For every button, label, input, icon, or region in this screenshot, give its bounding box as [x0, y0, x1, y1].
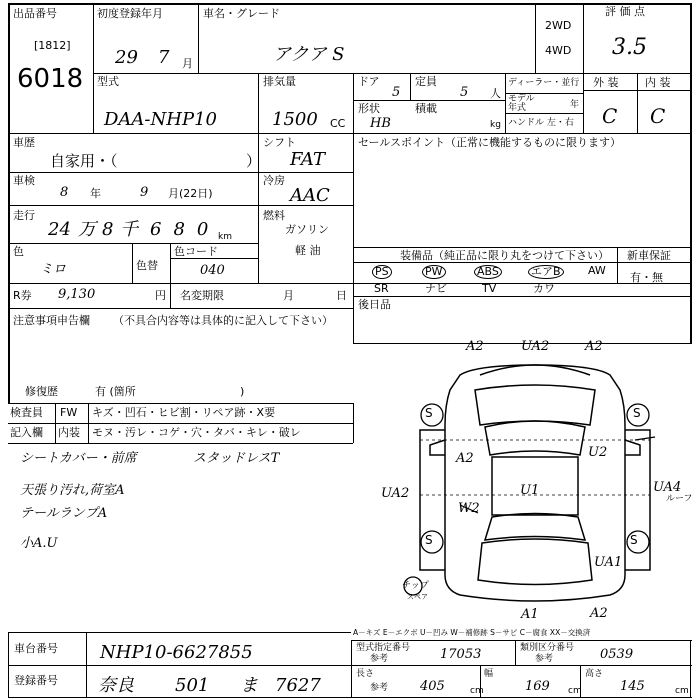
color-code-value: 040 [200, 263, 225, 278]
equip-ps: PS [372, 265, 392, 279]
mileage-sen-unit: 千 [120, 219, 138, 240]
chassis-label: 車台番号 [14, 642, 58, 655]
inspector-fw: FW [60, 406, 78, 419]
sales-point-label: セールスポイント（正常に機能するものに限ります） [358, 136, 622, 149]
later-docs-label: 後日品 [358, 298, 391, 311]
equip-navi: ナビ [425, 282, 447, 295]
height-unit: cm [675, 686, 689, 696]
int-label: 内 装 [645, 76, 671, 89]
capacity-value: 5 [460, 85, 469, 100]
lot-label: 出品番号 [13, 7, 57, 20]
drive-4wd: 4WD [545, 44, 572, 57]
model-year-label2: 年式 [508, 103, 527, 113]
int-grade: C [650, 104, 666, 128]
note-line-3: テールランプA [20, 506, 108, 521]
equip-aw: AW [588, 264, 606, 277]
fuel-gasoline: ガソリン [285, 223, 329, 236]
inspection-year-unit: 年 [90, 187, 101, 200]
ext-grade: C [602, 104, 618, 128]
inspector-int: 内装 [58, 426, 80, 439]
mileage-man: 24 [48, 219, 71, 240]
repair-value: 有 (箇所 [95, 385, 136, 398]
car-name-label: 車名・グレード [203, 7, 280, 20]
damage-bottom-right: A2 [590, 606, 608, 621]
shape-value: HB [370, 116, 391, 131]
warranty-label: 新車保証 [627, 249, 671, 262]
plate-label: 登録番号 [14, 674, 58, 687]
inspector-label1: 検査員 [10, 406, 43, 419]
ext-label: 外 装 [593, 76, 619, 89]
notes-sub: （不具合内容等は具体的に記入して下さい） [113, 314, 333, 327]
first-reg-label: 初度登録年月 [97, 7, 163, 20]
name-change-unit2: 日 [336, 289, 347, 302]
plate-kana: ま [240, 675, 258, 696]
mileage-unit: km [218, 232, 232, 242]
grade-label: 評 価 点 [605, 5, 645, 18]
aircon-value: AAC [290, 185, 330, 206]
inspection-label: 車検 [13, 174, 35, 187]
repaint-label: 色替 [136, 259, 158, 272]
recycle-value: 9,130 [58, 287, 96, 302]
handle-label: ハンドル 左・右 [508, 118, 574, 128]
warranty-value: 有・無 [630, 271, 663, 284]
recycle-label: R券 [13, 289, 32, 302]
grade-value: 3.5 [612, 35, 647, 60]
spec-code-value: 17053 [440, 647, 482, 662]
spare-mark: チップ [402, 581, 429, 591]
dealer-label-text: ディーラー・並行 [508, 78, 580, 88]
note-line-1: シートカバー・前席 [20, 451, 137, 466]
name-change-label: 名変期限 [180, 289, 224, 302]
load-label: 積載 [415, 102, 437, 115]
color-label: 色 [13, 245, 24, 258]
inspection-month-unit: 月(22日) [168, 187, 213, 200]
history-close: ） [246, 152, 262, 170]
capacity-label: 定員 [415, 75, 437, 88]
damage-left-side: UA2 [381, 486, 410, 501]
note-line-2: 天張り汚れ,荷室A [20, 483, 125, 498]
shift-value: FAT [290, 149, 325, 170]
damage-center: U1 [520, 483, 540, 498]
damage-legend: A－キズ E－エクボ U－凹み W－補修跡 S－サビ C－腐食 XX－交換済 [353, 628, 591, 637]
damage-top-right: A2 [585, 339, 603, 354]
damage-top-left: A2 [466, 339, 484, 354]
doors-label: ドア [358, 75, 380, 88]
aircon-label: 冷房 [263, 174, 285, 187]
lot-sub: [1812] [34, 39, 71, 52]
cat-code-value: 0539 [600, 647, 634, 662]
doors-value: 5 [392, 85, 401, 100]
displacement-label: 排気量 [263, 75, 296, 88]
first-reg-unit: 月 [182, 57, 193, 70]
plate-number: 7627 [275, 675, 321, 696]
load-unit: kg [490, 120, 501, 130]
plate-region: 奈良 [98, 675, 134, 696]
damage-right-side-sub: ルーフ [666, 494, 693, 504]
length-value: 405 [420, 679, 445, 694]
repair-close: ) [240, 385, 245, 398]
history-value: 自家用・（ [50, 152, 118, 170]
spec-code-label2: 参考 [370, 654, 389, 664]
spec-code-label1: 型式指定番号 [356, 643, 411, 653]
inspection-year: 8 [60, 185, 69, 200]
cat-code-label1: 類別区分番号 [520, 643, 575, 653]
equip-abs: ABS [474, 265, 502, 279]
model-year-unit: 年 [570, 100, 580, 110]
inspector-label2: 記入欄 [10, 426, 43, 439]
mileage-label: 走行 [13, 209, 35, 222]
damage-right-side: UA4 [653, 480, 682, 495]
height-value: 145 [620, 679, 645, 694]
plate-class: 501 [175, 675, 210, 696]
width-value: 169 [525, 679, 550, 694]
height-label: 高さ [585, 669, 604, 679]
length-unit: cm [470, 686, 484, 696]
spare-sub: スペア [407, 593, 428, 601]
recycle-unit: 円 [155, 289, 166, 302]
mileage-sen: 8 [102, 219, 114, 240]
displacement-value: 1500 [272, 109, 318, 130]
fuel-diesel: 軽 油 [295, 244, 321, 257]
name-change-unit: 月 [283, 289, 294, 302]
width-unit: cm [568, 686, 582, 696]
repair-label: 修復歴 [25, 385, 58, 398]
tire-mark-fl: S [425, 406, 433, 420]
equip-tv: TV [482, 282, 497, 295]
damage-hood: A2 [456, 451, 474, 466]
equip-sr: SR [374, 282, 389, 295]
history-label: 車歴 [13, 136, 35, 149]
inspection-month: 9 [140, 185, 149, 200]
car-name-value: アクア S [273, 44, 345, 65]
damage-top-mid: UA2 [521, 339, 550, 354]
capacity-unit: 人 [490, 87, 501, 100]
inspector-fw-items: キズ・凹石・ヒビ割・リペア跡・X要 [92, 406, 276, 419]
mileage-rest: 680 [150, 219, 221, 240]
model-label: 型式 [97, 75, 119, 88]
width-label: 幅 [484, 669, 494, 679]
drive-2wd: 2WD [545, 19, 572, 32]
lot-number: 6018 [17, 64, 84, 94]
note-right: スタッドレスT [193, 451, 280, 466]
notes-label: 注意事項申告欄 [13, 314, 90, 327]
model-year-label1: モデル [508, 94, 535, 104]
color-code-label: 色コード [174, 245, 218, 258]
equip-pw: PW [422, 265, 446, 279]
displacement-unit: CC [330, 117, 346, 130]
chassis-value: NHP10-6627855 [100, 642, 253, 663]
first-reg-year: 29 [115, 47, 138, 68]
shape-label: 形状 [358, 102, 380, 115]
first-reg-month: 7 [158, 47, 170, 68]
color-value: ミロ [40, 262, 67, 277]
note-line-4: 小A.U [20, 536, 58, 551]
length-label: 長さ [356, 669, 375, 679]
equip-airbag: エアB [528, 265, 564, 279]
damage-front-right: U2 [588, 445, 608, 460]
tire-mark-fr: S [633, 406, 641, 420]
model-value: DAA-NHP10 [104, 109, 217, 130]
cat-code-label2: 参考 [535, 654, 554, 664]
tire-mark-rr: S [630, 533, 638, 547]
equip-leather: カワ [533, 282, 555, 295]
length-sub: 参考 [370, 683, 389, 693]
fuel-label: 燃料 [263, 209, 285, 222]
tire-mark-rl: S [425, 533, 433, 547]
damage-rear-right: UA1 [594, 555, 623, 570]
damage-bottom-mid: A1 [521, 607, 539, 622]
equipment-label: 装備品（純正品に限り丸をつけて下さい） [400, 249, 609, 262]
inspector-int-items: モヌ・汚レ・コゲ・穴・タバ・キレ・破レ [92, 426, 301, 439]
shift-label: シフト [263, 136, 296, 149]
damage-rear-left: W2 [458, 501, 480, 516]
mileage-man-unit: 万 [78, 219, 96, 240]
